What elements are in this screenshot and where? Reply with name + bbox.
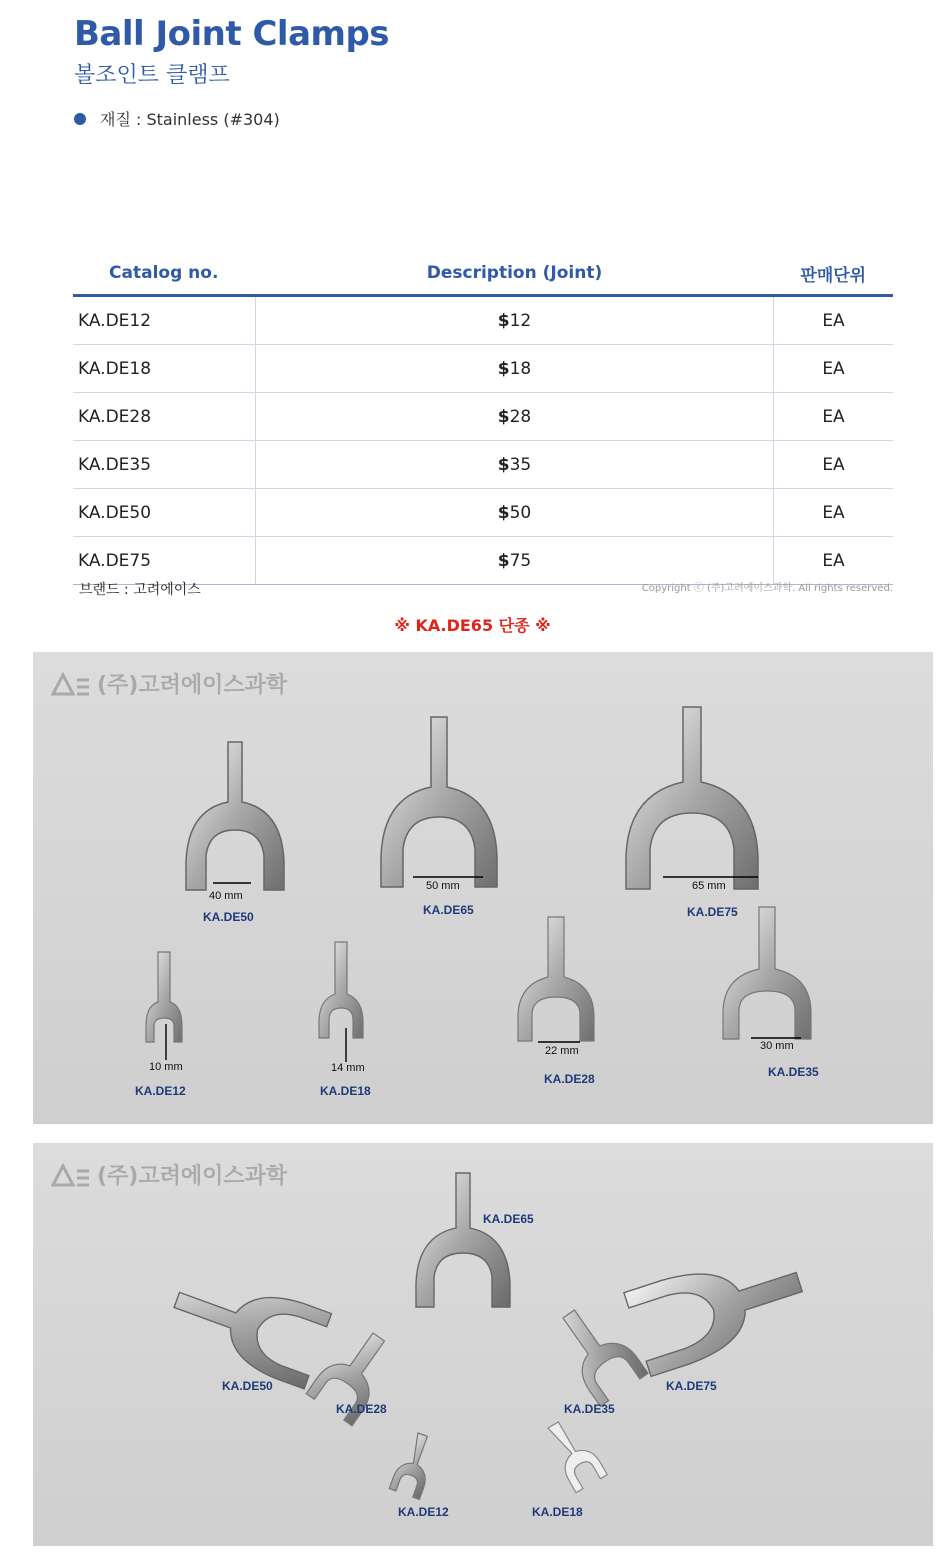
label-de12: KA.DE12 <box>135 1084 186 1098</box>
joint-symbol-icon: $ <box>497 310 510 331</box>
joint-symbol-icon: $ <box>497 358 510 379</box>
label-de65: KA.DE65 <box>483 1212 534 1226</box>
label-de18: KA.DE18 <box>532 1505 583 1519</box>
copyright-text: Copyright ⓒ (주)고려에이스과학. All rights reserved. <box>641 583 893 594</box>
table-row <box>73 393 893 441</box>
catalog-cell: KA.DE35 <box>73 441 256 489</box>
header-sales-unit: 판매단위 <box>774 252 894 296</box>
dim-de50: 40 mm <box>209 890 243 902</box>
joint-symbol-icon: $ <box>497 502 510 523</box>
label-de35: KA.DE35 <box>768 1065 819 1079</box>
joint-cell: $50 <box>256 489 774 537</box>
joint-symbol-icon: $ <box>497 550 510 571</box>
brand-text: 브랜드 : 고려에이스 <box>79 582 201 598</box>
clamp-illustrations <box>33 652 933 1124</box>
catalog-cell: KA.DE12 <box>73 296 256 345</box>
catalog-cell: KA.DE50 <box>73 489 256 537</box>
joint-cell: $75 <box>256 537 774 585</box>
product-photo-sizes <box>33 652 933 1124</box>
label-de65: KA.DE65 <box>423 903 474 917</box>
label-de50: KA.DE50 <box>222 1379 273 1393</box>
label-de28: KA.DE28 <box>336 1402 387 1416</box>
dim-de65: 50 mm <box>426 880 460 892</box>
table-row <box>73 441 893 489</box>
joint-cell: $28 <box>256 393 774 441</box>
clamp-de35-image <box>547 1296 648 1406</box>
label-de75: KA.DE75 <box>666 1379 717 1393</box>
watermark: (주)고려에이스과학 <box>51 668 287 699</box>
unit-cell: EA <box>774 296 894 345</box>
table-row <box>73 537 893 585</box>
label-de50: KA.DE50 <box>203 910 254 924</box>
catalog-cell: KA.DE18 <box>73 345 256 393</box>
unit-cell: EA <box>774 537 894 585</box>
clamp-de18-image <box>541 1414 607 1493</box>
clamp-de65-image <box>381 717 497 887</box>
table-row <box>73 296 893 345</box>
label-de28: KA.DE28 <box>544 1072 595 1086</box>
joint-cell: $12 <box>256 296 774 345</box>
unit-cell: EA <box>774 441 894 489</box>
page-title: Ball Joint Clamps <box>74 14 390 54</box>
product-photo-group <box>33 1143 933 1546</box>
dim-de28: 22 mm <box>545 1045 579 1057</box>
material-spec <box>74 107 280 130</box>
catalog-table <box>73 252 893 585</box>
header-catalog-no: Catalog no. <box>73 252 256 296</box>
bullet-icon <box>74 113 86 125</box>
joint-symbol-icon: $ <box>497 454 510 475</box>
clamp-de50-image <box>163 1262 331 1388</box>
clamp-de75-image <box>626 707 758 889</box>
clamp-de35-image <box>723 907 811 1039</box>
clamp-de65-image <box>416 1173 510 1307</box>
table-header-row <box>73 252 893 296</box>
material-text: 재질 : Stainless (#304) <box>100 110 280 129</box>
dim-de35: 30 mm <box>760 1040 794 1052</box>
dim-de12: 10 mm <box>149 1061 183 1073</box>
catalog-cell: KA.DE75 <box>73 537 256 585</box>
clamp-de18-image <box>319 942 363 1038</box>
page-subtitle: 볼조인트 클램프 <box>74 63 230 88</box>
label-de12: KA.DE12 <box>398 1505 449 1519</box>
discontinued-notice: ※ KA.DE65 단종 ※ <box>394 616 551 635</box>
watermark: (주)고려에이스과학 <box>51 1159 287 1190</box>
joint-cell: $35 <box>256 441 774 489</box>
joint-cell: $18 <box>256 345 774 393</box>
label-de18: KA.DE18 <box>320 1084 371 1098</box>
company-logo-icon <box>51 672 91 696</box>
clamp-de12-image <box>146 952 182 1042</box>
clamp-de50-image <box>186 742 284 890</box>
clamp-de75-image <box>624 1240 813 1376</box>
joint-symbol-icon: $ <box>497 406 510 427</box>
unit-cell: EA <box>774 345 894 393</box>
dim-de75: 65 mm <box>692 880 726 892</box>
clamp-de28-image <box>518 917 594 1041</box>
unit-cell: EA <box>774 393 894 441</box>
table-row <box>73 489 893 537</box>
dim-de18: 14 mm <box>331 1062 365 1074</box>
label-de35: KA.DE35 <box>564 1402 615 1416</box>
unit-cell: EA <box>774 489 894 537</box>
clamp-group-illustration <box>33 1143 933 1546</box>
table-row <box>73 345 893 393</box>
label-de75: KA.DE75 <box>687 905 738 919</box>
header-description: Description (Joint) <box>256 252 774 296</box>
company-logo-icon <box>51 1163 91 1187</box>
clamp-de12-image <box>389 1430 440 1499</box>
catalog-cell: KA.DE28 <box>73 393 256 441</box>
